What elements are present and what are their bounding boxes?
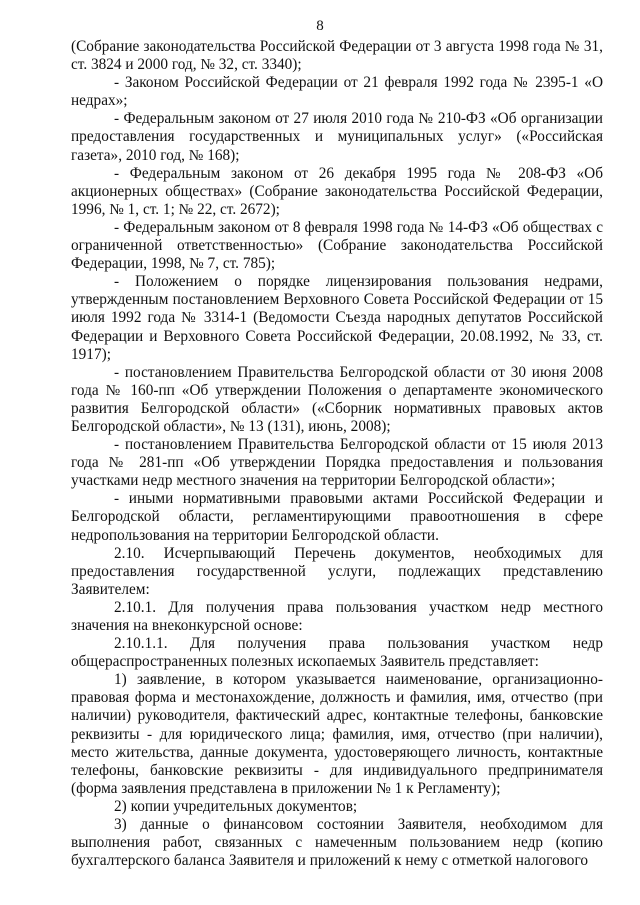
paragraph-section-2-10-1: 2.10.1. Для получения права пользования участком недр местного значения на внеконкурсной основе: — [71, 598, 603, 634]
document-body — [71, 38, 603, 870]
paragraph-item-3-financial-data: 3) данные о финансовом состоянии Заявителя, необходимом для выполнения работ, связанных с намеченным пользованием недр (копию бухгалтерского баланса Заявителя и приложений к нему с отметкой налогового — [71, 816, 603, 870]
paragraph-other-acts: - иными нормативными правовыми актами Российской Федерации и Белгородской области, регламентирующими правоотношения в сфере недропользования на территории Белгородской области. — [71, 490, 603, 544]
paragraph-item-2-copies: 2) копии учредительных документов; — [114, 797, 358, 815]
paragraph-resolution-160-pp: - постановлением Правительства Белгородской области от 30 июня 2008 года № 160-пп «Об утверждении Положения о департаменте экономического развития Белгородской области» («Сборник нормативных правовых актов Белгородской области», № 13 (131), июнь, 2008); — [71, 363, 603, 435]
paragraph-law-14-fz: - Федеральным законом от 8 февраля 1998 года № 14-ФЗ «Об обществах с ограниченной ответственностью» (Собрание законодательства Российской Федерации, 1998, № 7, ст. 785); — [71, 218, 603, 273]
paragraph-section-2-10-1-1: 2.10.1.1. Для получения права пользования участком недр общераспространенных полезных ископаемых Заявитель представляет: — [71, 635, 603, 671]
paragraph-law-on-subsoil: - Законом Российской Федерации от 21 февраля 1992 года № 2395-1 «О недрах»; — [71, 74, 603, 110]
paragraph-law-208-fz: - Федеральным законом от 26 декабря 1995 года № 208-ФЗ «Об акционерных обществах» (Собрание законодательства Российской Федерации, 1996, № 1, ст. 1; № 22, ст. 2672); — [71, 164, 603, 218]
page-number: 8 — [316, 18, 324, 34]
paragraph-resolution-281-pp: - постановлением Правительства Белгородской области от 15 июля 2013 года № 281-пп «Об утверждении Порядка предоставления и пользования участками недр местного значения на территории Белгородской области»; — [71, 436, 603, 490]
paragraph-licensing-regulation: - Положением о порядке лицензирования пользования недрами, утвержденным постановлением Верховного Совета Российской Федерации от 15 июля 1992 года № 3314-1 (Ведомости Съезда народных депутатов Российской Федерации и Верховного Совета Российской Федерации, 20.08.1992, № 33, ст. 1917); — [71, 273, 603, 363]
paragraph-section-2-10: 2.10. Исчерпывающий Перечень документов, необходимых для предоставления государственной услуги, подлежащих представлению Заявителем: — [71, 544, 603, 598]
paragraph-continuation: (Собрание законодательства Российской Федерации от 3 августа 1998 года № 31, ст. 3824 и 2000 год, № 32, ст. 3340); — [71, 38, 603, 74]
paragraph-law-210-fz: - Федеральным законом от 27 июля 2010 года № 210-ФЗ «Об организации предоставления государственных и муниципальных услуг» («Российская газета», 2010 год, № 168); — [71, 110, 603, 164]
paragraph-item-1-application: 1) заявление, в котором указывается наименование, организационно-правовая форма и местонахождение, должность и фамилия, имя, отчество (при наличии) руководителя, фактический адрес, контактные телефоны, банковские реквизиты - для юридического лица; фамилия, имя, отчество (при наличии), место жительства, данные документа, удостоверяющего личность, контактные телефоны, банковские реквизиты - для индивидуального предпринимателя (форма заявления представлена в приложении № 1 к Регламенту); — [71, 671, 603, 797]
